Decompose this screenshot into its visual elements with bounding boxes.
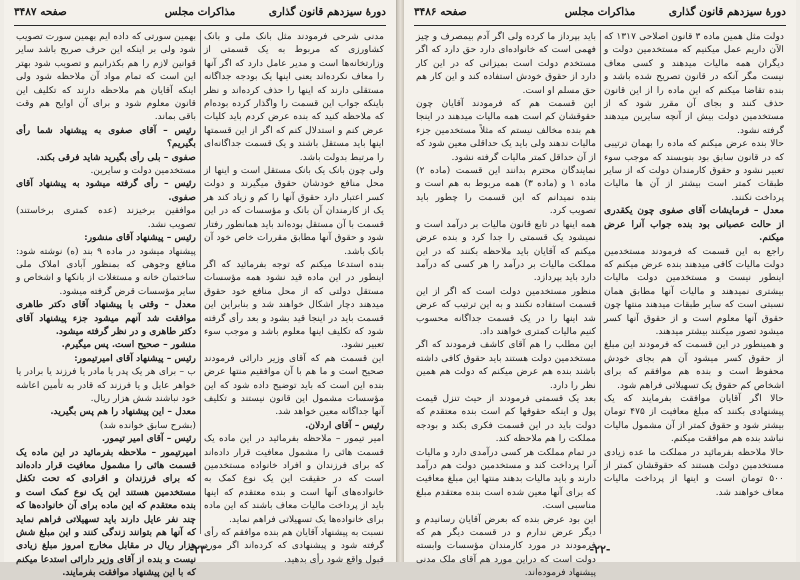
speaker-line: معدل – فرمایشات آقای صفوی چون یکقدری از حالت عصبانی بود بنده جواب آنرا عرض میکنم.	[604, 205, 784, 244]
speaker-line: رئیس – آقای امیر تیمور.	[101, 433, 196, 445]
paragraph: راجع به این قسمت که فرمودند مستخدمین دولت مالیات کافی میدهند بنده عرض میکنم که اینطور نیست و مستخدمین دولت مالیات بیشتری نمیدهند و مالیات آنها مطابق همان نسبتی است که سایر طبقات میدهند منتها چون حقوق آنها معلوم است و از حقوق آنها کسر میشود تصور میکنند بیشتر میدهند.	[604, 245, 784, 337]
speaker-line: امیرتیمور – ملاحظه بفرمائید در این ماده یک قسمت هائی را مشمول معافیت قرار داده‌اند که برای فرزندان و افرادی که تحت تکفل مستخدمین هستند این یک نوع کمک است و بنده معتقدم که این ماده برای آن خانواده‌ها که چند نفر عایل دارند باید تسهیلاتی فراهم نماید که آنها هم بتوانند زندگی کنند و این مبلغ شش هزار ریال در مقابل مخارج امروز مبلغ زیادی نیست و بنده از آقای وزیر دارائی استدعا میکنم که با این پیشنهاد موافقت بفرمایند.	[16, 446, 196, 579]
right-header-title: مذاکرات مجلس	[564, 6, 636, 18]
speaker-line: رئیس – آقای صفوی به پیشنهاد شما رأی بگیریم؟	[16, 124, 196, 150]
paragraph: این مطلب را هم آقای کاشف فرمودند که اگر مستخدمین دولت هستند باید حقوق کافی داشته باشند بنده هم عرض میکنم که دولت هم همین نظر را دارد.	[416, 339, 596, 391]
paragraph: موافقین برخیزند (عده کمتری برخاستند) تصویب نشد.	[16, 205, 196, 230]
right-page-number: -۲۲-	[589, 543, 611, 556]
paragraph: و همینطور در این قسمت که فرمودند این مبلغ از حقوق کسر میشود آن هم بجای خودش محفوظ است و بنده هم موافقم که برای اشخاص کم حقوق یک تسهیلاتی فراهم شود.	[604, 339, 784, 391]
paragraph: منظور مستخدمین دولت است که اگر از این قسمت استفاده نکنند و به این ترتیب که عرض شد اینها را در یک قسمت جداگانه محسوب کنیم مالیات کمتری خواهند داد.	[416, 285, 596, 337]
right-page-header	[414, 6, 786, 24]
paragraph: مستخدمین دولت و سایرین.	[90, 165, 196, 177]
left-header-page-ref: صفحه ۳۴۸۷	[14, 6, 67, 18]
right-page	[404, 0, 796, 579]
right-header-rule	[414, 25, 786, 26]
speaker-line: صفوی – بلی رأی بگیرید شاید فرقی بکند.	[36, 151, 196, 163]
left-page-left-column	[16, 30, 196, 579]
paragraph: نسبت به پیشنهاد آقایان هم بنده موافقم که رأی گرفته شود و پیشنهادی که کرده‌اند اگر مورد قبول واقع شود رأی بدهید.	[204, 527, 384, 565]
left-header-title: مذاکرات مجلس	[164, 6, 236, 18]
paragraph: این قسمت هم که آقای وزیر دارائی فرمودند صحیح است و ما هم با آن موافقیم منتها عرض بنده این است که باید توضیح داده شود که این مؤسسات مشمول این قانون نیستند و تکلیف آنها جداگانه معین خواهد شد.	[204, 352, 384, 418]
left-page	[4, 0, 397, 579]
left-page-right-column	[204, 30, 384, 565]
paragraph: امیر تیمور – ملاحظه بفرمائید در این ماده یک قسمت هائی را مشمول معافیت قرار داده‌اند که برای فرزندان و افراد خانواده مستخدمین است که در حقیقت این یک نوع کمک به خانواده‌های آنها است و بنده معتقدم که اینها باید از پرداخت مالیات معاف باشند که این ماده برای خانواده‌ها یک تسهیلاتی فراهم نماید.	[204, 433, 384, 525]
speaker-line: معدل – این پیشنهاد را هم پس بگیرید.	[50, 406, 196, 418]
right-header-session: دورهٔ سیزدهم قانون گذاری	[668, 6, 786, 18]
paragraph: بهمین سورتی که داده ایم بهمین سورت تصویب شود ولی بر اینکه این حرف صریح باشد سایر قوانین لازم را هم بکذرانیم و تصویب شود بهتر این است که تمام مواد آن ملاحظه شود ولی اینکه آقایان هم ملاحظه دارند که تکلیف این قانون معلوم شود و برای آن اوایح هم وقت باقی بماند.	[16, 31, 196, 123]
speaker-line: رئیس – آقای اردلان.	[305, 419, 384, 431]
book-gutter	[397, 0, 404, 562]
speaker-line: رئیس – پیشنهاد آقای منشور:	[84, 232, 196, 244]
speaker-line: منشور – صحیح است. پس میگیرم.	[61, 339, 196, 351]
right-page-left-column	[416, 30, 597, 579]
paragraph: همه اینها در تابع قانون مالیات بر درآمد است و نمیشود یک قسمتی را جدا کرد و بنده عرض میکنم که آقایان باید ملاحظه بکنند که در این مملکت مالیات بر درآمد را هر کسی که درآمد دارد باید بپردازد.	[416, 218, 596, 284]
paragraph: (بشرح سابق خوانده شد)	[99, 419, 196, 431]
paragraph: ب – برای هر یک پدر یا مادر یا فرزند یا برادر یا خواهر عایل و یا فرزند که قادر به تأمین اعاشه خود نباشند شش هزار ریال.	[16, 366, 196, 404]
left-column-divider	[200, 30, 201, 534]
paragraph: حالا ملاحظه بفرمائید در مملکت ما عده زیادی مستخدمین دولت هستند که حقوقشان کمتر از ۵۰۰ تومان است و اینها از پرداخت مالیات معاف خواهند شد.	[604, 446, 784, 498]
paragraph: دولت مثل همین ماده ۳ قانون اصلاحی ۱۳۱۷ که الآن داریم عمل میکنیم که مستخدمین دولت و دیگران همه مالیات میدهند و کسی معاف نیست مگر آنکه در قانون تصریح شده باشد و بنده تقاضا میکنم که این ماده را از این قانون حذف کنند و بجای آن مقرر شود که از مستخدمین دولت بیش از آنچه سایرین میدهند گرفته نشود.	[604, 31, 784, 136]
speaker-line: رئیس – رأی گرفته میشود به پیشنهاد آقای صفوی.	[16, 178, 196, 203]
speaker-line: رئیس – پیشنهاد آقای امیرتیمور:	[74, 352, 196, 364]
right-page-right-column	[604, 30, 784, 536]
left-page-header	[14, 6, 386, 24]
paragraph: در تمام مملکت هر کسی درآمدی دارد و مالیات آنرا پرداخت کند و مستخدمین دولت هم درآمد دارند و باید مالیات بدهند منتها این مبلغ معافیت که برای آنها معین شده است بنده معتقدم مبلغ مناسبی است.	[416, 446, 596, 512]
paragraph: بعد یک قسمتی فرمودند از حیث تنزل قیمت پول و اینکه حقوقها کم است بنده معتقدم که دولت باید در این قسمت فکری بکند و بودجه مملکت را هم ملاحظه کند.	[416, 392, 596, 445]
paragraph: نمایندگان محترم بدانند این قسمت (ماده ۲) ماده ۱ و (ماده ۳) همه مربوط به هم است و بنده نمیدانم که این قسمت را چطور باید تصویب کرد.	[416, 165, 597, 217]
paragraph: این قسمت هم که فرمودند آقایان چون حقوقشان کم است همه مالیات میدهند در اینجا هم بنده مخالف نیستم که مثلاً مستخدمین جزء مالیات ندهند ولی باید یک حداقلی معین شود که از آن حداقل کمتر مالیات گرفته نشود.	[416, 98, 596, 163]
paragraph: این بود عرض بنده که بعرض آقایان رسانیدم و دیگر عرض ندارم و در قسمت دیگر هم که فرمودند در مورد کارمندان مؤسسات وابسته دولت است که دراین مورد هم آقای ملک مدنی پیشنهاد فرموده‌اند.	[416, 513, 596, 579]
paragraph: ولی چون بانک یک بانک مستقل است و اینها از محل منافع خودشان حقوق میگیرند و دولت کسر اعتبار دارد حقوق آنها را کم و زیاد کند هر یک از کارمندان آن بانک و مؤسسات که در این قسمت با آن مستقل بوده‌اند باید همانطور رفتار شود و حقوق آنها مطابق مقررات خاص خود آن بانک باشد.	[204, 165, 384, 257]
left-page-number: -۲۳-	[189, 543, 211, 556]
paragraph: باید بپرداز ما کرده ولی اگر آدم بیمصرف و چیز فهمی است که خانواده‌ای دارد حق دارد که اگر مستخدم دولت است بمیزانی که در این کار دارد از حقوق خودش استفاده کند و این کار هم حق مسلم او است.	[416, 31, 596, 96]
left-header-rule	[14, 25, 386, 26]
speaker-line: معدل – وقتی با پیشنهاد آقای دکتر طاهری موافقت شد آنهم میشود جزء پیشنهاد آقای دکتر طاهری و در نظر گرفته میشود.	[16, 299, 196, 337]
left-header-session: دورهٔ سیزدهم قانون گذاری	[268, 6, 386, 18]
right-column-divider	[600, 30, 601, 534]
paragraph: پیشنهاد میشود در ماده ۹ بند (ه) نوشته شود: منافع وجوهی که بمنظور آبادی املاک ملی ساختمان خانه و مستغلات از بانکها و اشخاص و سایر مؤسسات قرض گرفته میشود.	[16, 245, 196, 297]
paragraph: بنده استدعا میکنم که توجه بفرمائید که اگر اینطور در این ماده قید نشود همه مؤسسات مستقل دولتی که از محل منافع خود حقوق میدهند دچار اشکال خواهند شد و بنابراین این قسمت باید در اینجا قید بشود و بعد رأی گرفته شود که تکلیف اینها معلوم باشد و موجب سوء تعبیر نشود.	[204, 258, 384, 351]
paragraph: حالا اگر آقایان موافقت بفرمایند که یک پیشنهادی بکنند که مبلغ معافیت از ۴۷۵ تومان بیشتر شود و حقوق کمتر از آن مشمول مالیات نباشد بنده هم موافقت میکنم.	[604, 392, 784, 445]
paragraph: حالا بنده عرض میکنم که ماده را بهمان ترتیبی که در قانون سابق بود بنویسند که موجب سوء تعبیر نشود و حقوق کارمندان دولت که از سایر طبقات کمتر است بیشتر از آن ها مالیات پرداخت نکنند.	[604, 138, 784, 203]
right-header-page-ref: صفحه ۳۴۸۶	[414, 6, 467, 18]
paragraph: مدنی شرحی فرمودند مثل بانک ملی و بانک کشاورزی که مربوط به یک قسمتی از وزارتخانه‌ها است و مدیر عامل دارد که اگر آنها را معاف نکرده‌اند یعنی اینها یک بودجه جداگانه مستقلی دارند که اینها را حذف کرده‌اند و نظر باینکه جواب این قسمت را واگذار کرده بوده‌ام که ملاحظه کنید که بنده عرض کردم باید کلیات عرض کنم و استدلال کنم که اگر از این قسمتها اینها باید مستقل باشند و یک قسمت جداگانه‌ای را مرتبط بدولت باشد.	[204, 31, 384, 163]
